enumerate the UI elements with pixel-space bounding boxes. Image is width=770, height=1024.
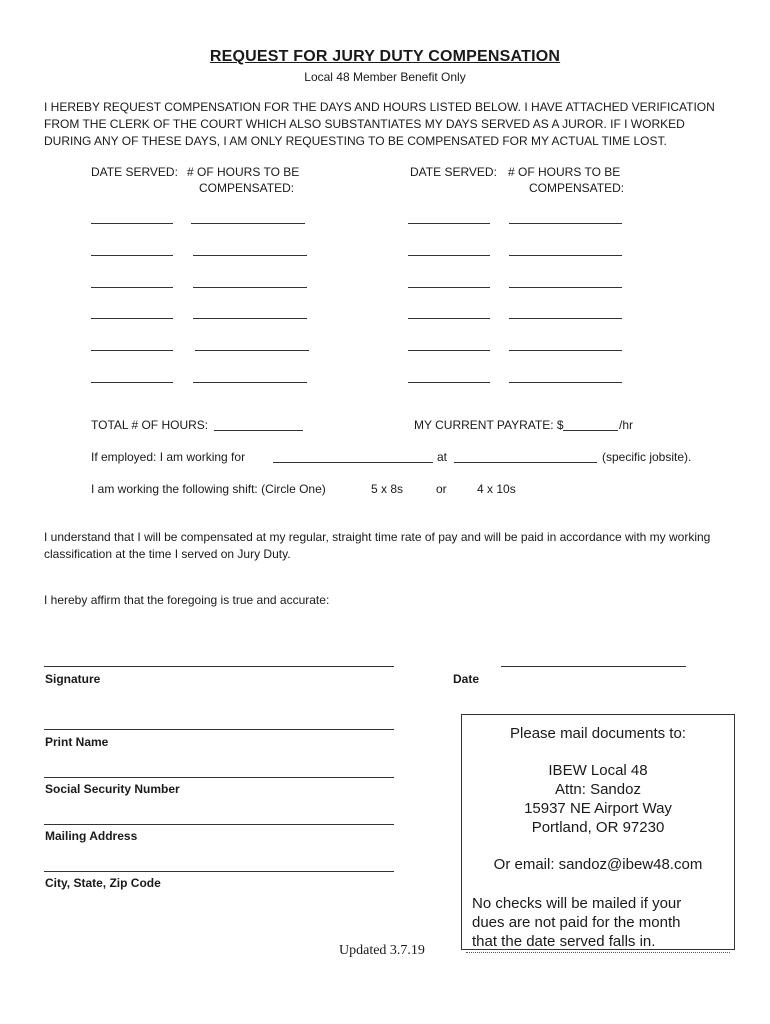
- ssn-label: Social Security Number: [45, 782, 180, 796]
- mail-note-line-2: dues are not paid for the month: [472, 914, 681, 931]
- date-served-field[interactable]: [91, 223, 173, 224]
- date-served-field[interactable]: [91, 255, 173, 256]
- hours-field[interactable]: [193, 318, 307, 319]
- shift-option-5x8[interactable]: 5 x 8s: [371, 482, 404, 496]
- hours-field[interactable]: [193, 382, 307, 383]
- payrate-label: MY CURRENT PAYRATE: $: [414, 418, 564, 432]
- date-served-field[interactable]: [408, 318, 490, 319]
- ssn-field[interactable]: [44, 777, 394, 778]
- mailing-address-field[interactable]: [44, 824, 394, 825]
- city-state-zip-label: City, State, Zip Code: [45, 876, 161, 890]
- date-served-field[interactable]: [408, 255, 490, 256]
- date-served-field[interactable]: [408, 287, 490, 288]
- mail-instructions-box: [461, 714, 735, 950]
- hours-field[interactable]: [193, 255, 307, 256]
- payrate-suffix: /hr: [619, 418, 634, 432]
- hours-field[interactable]: [509, 350, 622, 351]
- date-served-header-left: DATE SERVED:: [91, 165, 178, 179]
- hours-field[interactable]: [509, 255, 622, 256]
- date-served-field[interactable]: [408, 223, 490, 224]
- date-served-field[interactable]: [408, 382, 490, 383]
- date-served-header-right: DATE SERVED:: [410, 165, 497, 179]
- at-label: at: [437, 450, 448, 464]
- jobsite-field[interactable]: [454, 462, 597, 463]
- hours-field[interactable]: [191, 223, 305, 224]
- city-state-zip-field[interactable]: [44, 871, 394, 872]
- shift-label: I am working the following shift: (Circle One): [91, 482, 326, 496]
- form-subtitle: Local 48 Member Benefit Only: [304, 70, 466, 84]
- hours-header-right-line1: # OF HOURS TO BE: [508, 165, 621, 179]
- understand-statement: I understand that I will be compensated at my regular, straight time rate of pay and will be paid in accordance with my working classification at the time I served on Jury Duty.: [44, 530, 711, 561]
- date-field[interactable]: [501, 666, 686, 667]
- hours-header-left-line2: COMPENSATED:: [199, 181, 295, 195]
- mail-box-underline: [466, 952, 730, 953]
- hours-header-right-line2: COMPENSATED:: [529, 181, 625, 195]
- hours-field[interactable]: [509, 318, 622, 319]
- date-served-field[interactable]: [91, 287, 173, 288]
- mail-address-line-4: Portland, OR 97230: [531, 819, 665, 836]
- payrate-field[interactable]: [563, 430, 618, 431]
- form-title: REQUEST FOR JURY DUTY COMPENSATION: [209, 48, 561, 65]
- total-hours-label: TOTAL # OF HOURS:: [91, 418, 209, 432]
- hours-field[interactable]: [509, 223, 622, 224]
- employer-field[interactable]: [273, 462, 433, 463]
- date-served-field[interactable]: [91, 350, 173, 351]
- mail-address-line-1: IBEW Local 48: [548, 762, 648, 779]
- working-for-label: If employed: I am working for: [91, 450, 246, 464]
- date-served-field[interactable]: [91, 382, 173, 383]
- mail-note-line-1: No checks will be mailed if your: [472, 895, 682, 912]
- signature-field[interactable]: [44, 666, 394, 667]
- date-label: Date: [453, 672, 480, 686]
- signature-label: Signature: [45, 672, 101, 686]
- mail-note-line-3: that the date served falls in.: [472, 933, 656, 950]
- intro-paragraph: I HEREBY REQUEST COMPENSATION FOR THE DAYS AND HOURS LISTED BELOW. I HAVE ATTACHED VERIFICATION FROM THE CLERK OF THE COURT WHICH ALSO SUBSTANTIATES MY DAYS SERVED AS A JUROR. IF I WORKED DURING ANY OF THESE DAYS, I AM ONLY REQUESTING TO BE COMPENSATED FOR MY ACTUAL TIME LOST.: [44, 100, 715, 148]
- mailing-address-label: Mailing Address: [45, 829, 138, 843]
- jobsite-label: (specific jobsite).: [602, 450, 692, 464]
- hours-field[interactable]: [195, 350, 309, 351]
- shift-or-label: or: [436, 482, 447, 496]
- mail-address-line-2: Attn: Sandoz: [555, 781, 641, 798]
- hours-header-left-line1: # OF HOURS TO BE: [187, 165, 300, 179]
- mail-email: Or email: sandoz@ibew48.com: [493, 856, 703, 873]
- total-hours-field[interactable]: [214, 430, 303, 431]
- print-name-label: Print Name: [45, 735, 109, 749]
- hours-field[interactable]: [509, 382, 622, 383]
- date-served-field[interactable]: [408, 350, 490, 351]
- hours-field[interactable]: [509, 287, 622, 288]
- shift-option-4x10[interactable]: 4 x 10s: [477, 482, 516, 496]
- date-served-field[interactable]: [91, 318, 173, 319]
- print-name-field[interactable]: [44, 729, 394, 730]
- hours-field[interactable]: [193, 287, 307, 288]
- mail-address-line-3: 15937 NE Airport Way: [524, 800, 672, 817]
- mail-heading: Please mail documents to:: [510, 725, 686, 742]
- updated-date: Updated 3.7.19: [339, 943, 425, 958]
- affirm-statement: I hereby affirm that the foregoing is true and accurate:: [44, 593, 330, 607]
